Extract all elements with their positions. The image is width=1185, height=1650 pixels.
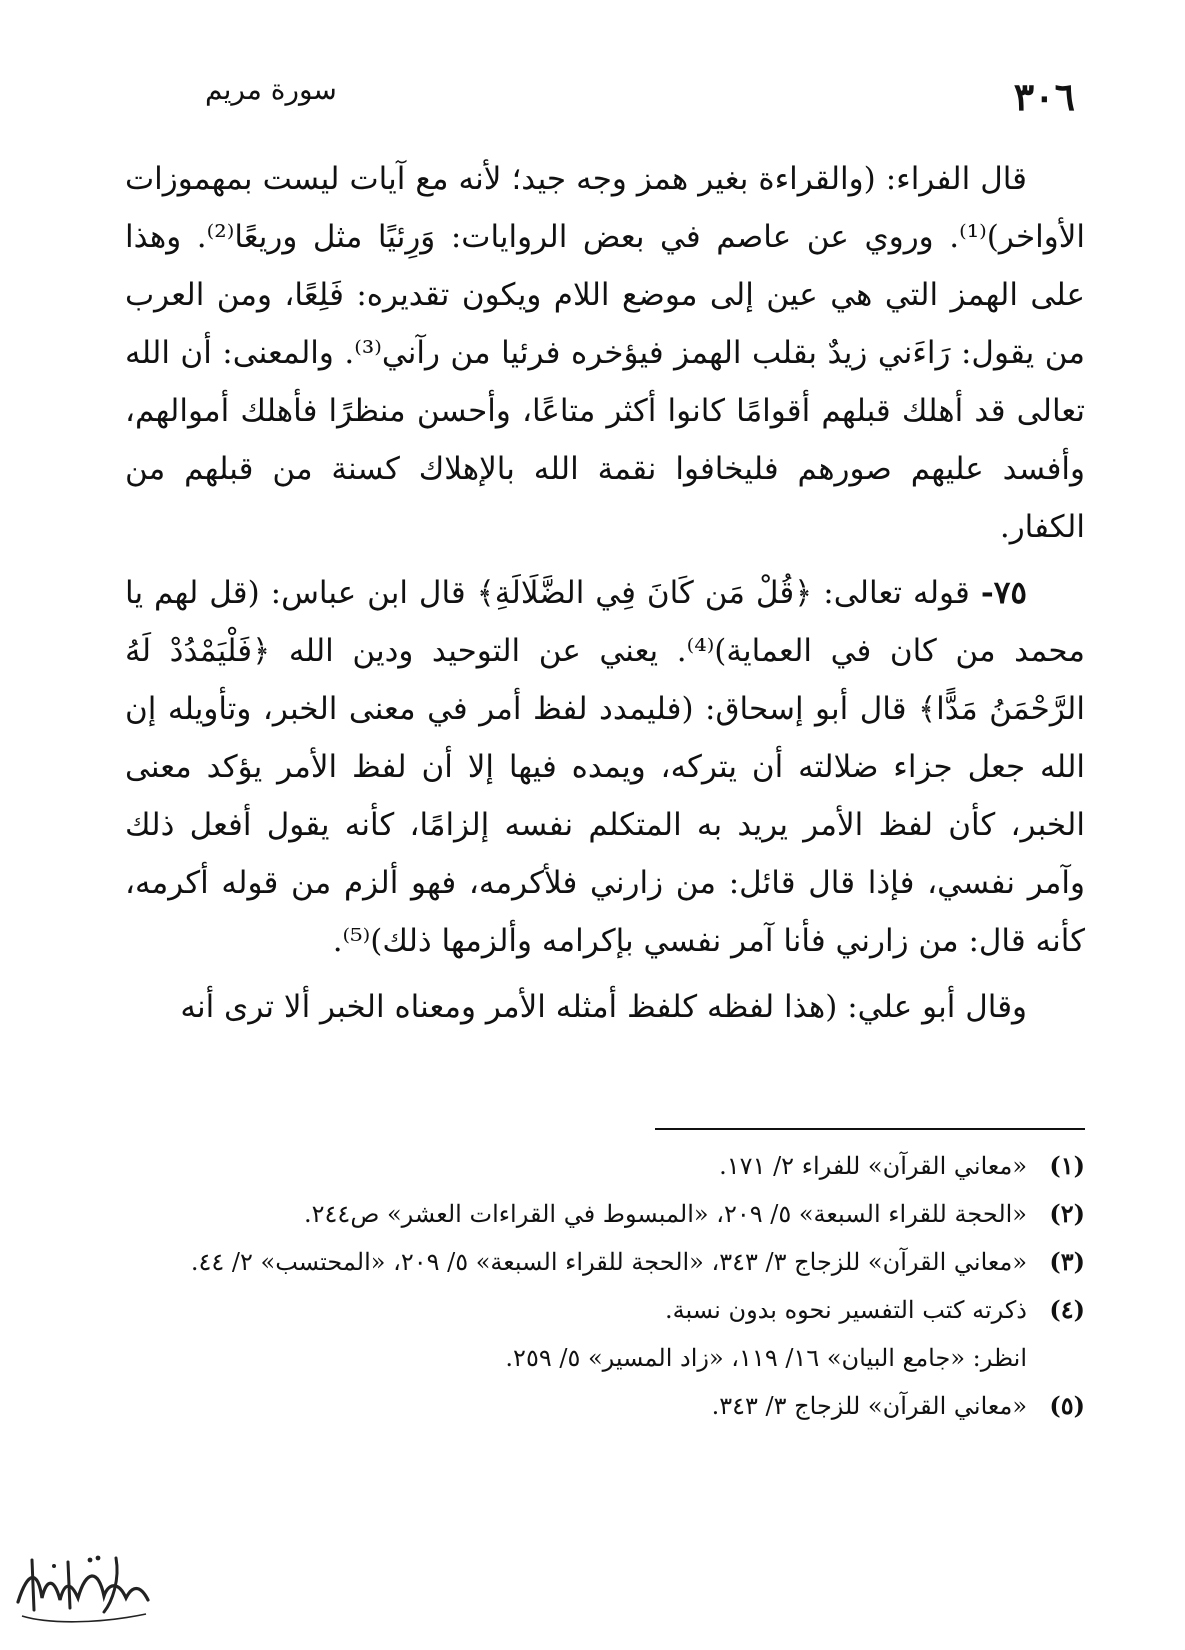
footnotes: [105, 1142, 1085, 1430]
footnote-line: «معاني القرآن» للفراء ٢/ ١٧١.: [719, 1152, 1027, 1180]
footnote-text: [105, 1238, 1027, 1286]
footnote-line: انظر: «جامع البيان» ١٦/ ١١٩، «زاد المسير» ٥/ ٢٥٩.: [505, 1344, 1027, 1372]
footnote-text: [105, 1286, 1027, 1382]
footnote-mark: (٥): [1049, 1391, 1085, 1420]
footnote-4: [105, 1286, 1085, 1382]
paragraph-2: [125, 564, 1085, 970]
main-text: [125, 150, 1085, 1036]
footnote-text: [105, 1190, 1027, 1238]
footnote-text: [105, 1142, 1027, 1190]
footnote-line: «الحجة للقراء السبعة» ٥/ ٢٠٩، «المبسوط في القراءات العشر» ص٢٤٤.: [304, 1200, 1027, 1228]
page-number: ٣٠٦: [1013, 74, 1075, 119]
paragraph-1: قال الفراء: (والقراءة بغير همز وجه جيد؛ لأنه مع آيات ليست بمهموزات الأواخر)⁽¹⁾. وروي عن عاصم في بعض الروايات: وَرِئيًا مثل وريعًا⁽²⁾. وهذا على الهمز التي هي عين إلى موضع اللام ويكون تقديره: فَلِعًا، ومن العرب من يقول: رَاءَني زيدٌ بقلب الهمز فيؤخره فرئيا من رآني⁽³⁾. والمعنى: أن الله تعالى قد أهلك قبلهم أقوامًا كانوا أكثر متاعًا، وأحسن منظرًا فأهلك أموالهم، وأفسد عليهم صورهم فليخافوا نقمة الله بالإهلاك كسنة من قبلهم من الكفار.: [125, 161, 1085, 545]
footnote-text: [105, 1382, 1027, 1430]
footnote-mark: (٤): [1049, 1295, 1085, 1324]
paragraph-3: وقال أبو علي: (هذا لفظه كلفظ أمثله الأمر ومعناه الخبر ألا ترى أنه: [180, 989, 1027, 1025]
footnote-mark: (١): [1049, 1151, 1085, 1180]
footnote-mark: (٣): [1049, 1247, 1085, 1276]
footnote-separator: [655, 1128, 1085, 1130]
footnote-5: [105, 1382, 1085, 1430]
verse-number: ٧٥-: [980, 575, 1027, 611]
footnote-line: «معاني القرآن» للزجاج ٣/ ٣٤٣، «الحجة للقراء السبعة» ٥/ ٢٠٩، «المحتسب» ٢/ ٤٤.: [190, 1248, 1027, 1276]
footnote-1: [105, 1142, 1085, 1190]
almoshahed-calligraphy-logo-icon: [8, 1540, 158, 1630]
footnote-2: [105, 1190, 1085, 1238]
footnote-3: [105, 1238, 1085, 1286]
footnote-mark: (٢): [1049, 1199, 1085, 1228]
footnote-line: «معاني القرآن» للزجاج ٣/ ٣٤٣.: [711, 1392, 1027, 1420]
surah-title: سورة مريم: [205, 73, 337, 106]
running-head: [110, 60, 1075, 120]
footnote-line: ذكرته كتب التفسير نحوه بدون نسبة.: [664, 1296, 1027, 1324]
paragraph-2-text: قوله تعالى: ﴿قُلْ مَن كَانَ فِي الضَّلَالَةِ﴾ قال ابن عباس: (قل لهم يا محمد من كان في العماية)⁽⁴⁾. يعني عن التوحيد ودين الله ﴿فَلْيَمْدُدْ لَهُ الرَّحْمَنُ مَدًّا﴾ قال أبو إسحاق: (فليمدد لفظ أمر في معنى الخبر، وتأويله إن الله جعل جزاء ضلالته أن يتركه، ويمده فيها إلا أن لفظ الأمر يؤكد معنى الخبر، كأن لفظ الأمر يريد به المتكلم نفسه إلزامًا، كأنه يقول أفعل ذلك وآمر نفسي، فإذا قال قائل: من زارني فلأكرمه، فهو ألزم من قوله أكرمه، كأنه قال: من زارني فأنا آمر نفسي بإكرامه وألزمها ذلك)⁽⁵⁾.: [125, 575, 1085, 959]
